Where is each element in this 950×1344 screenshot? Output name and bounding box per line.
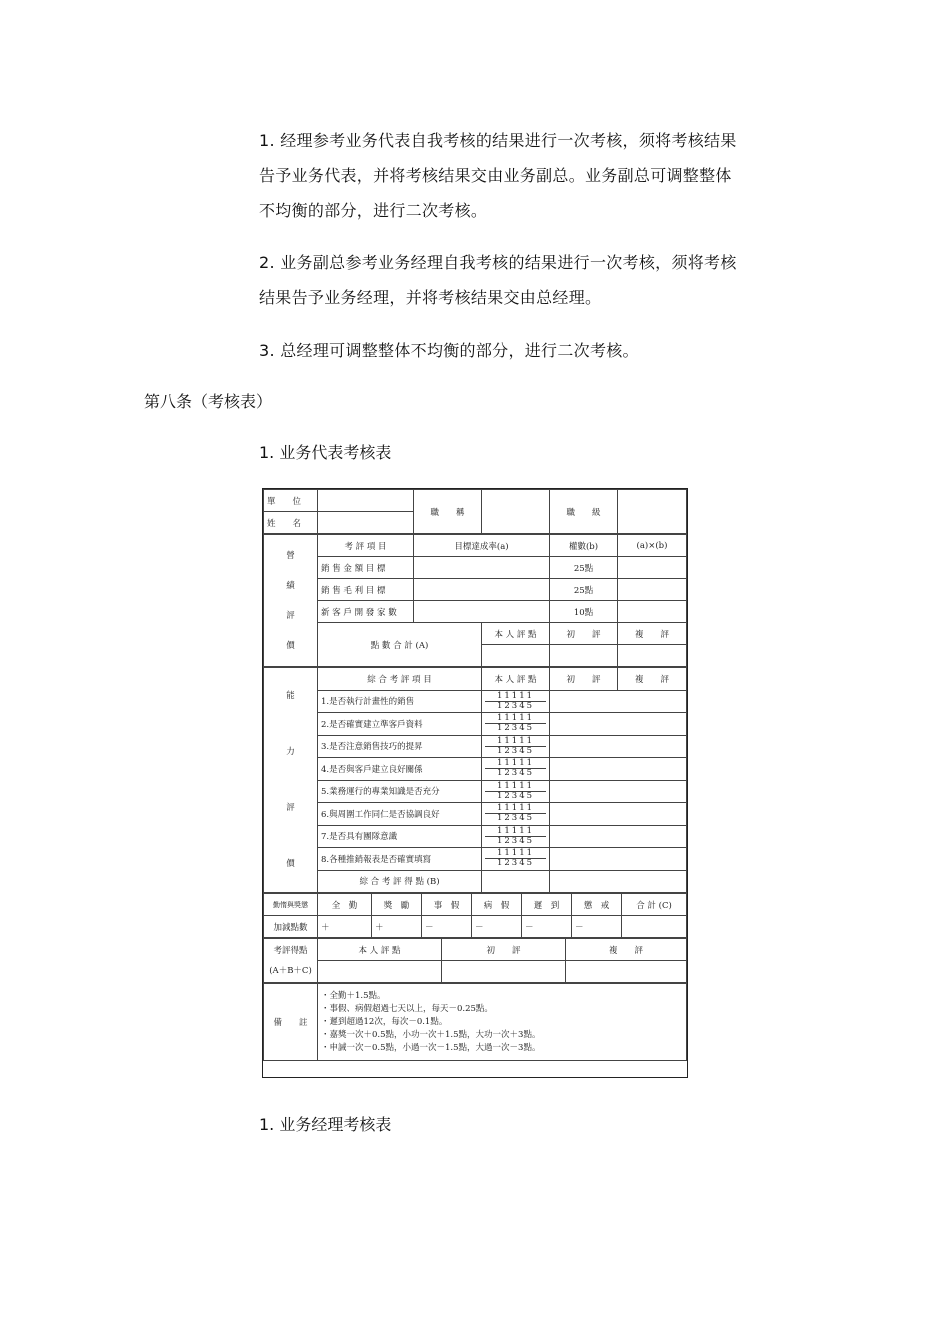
rating-scale <box>482 690 550 713</box>
rating-scale <box>482 825 550 848</box>
ability-header: 綜 合 考 評 項 目 <box>318 668 482 691</box>
first-review-label: 初 評 <box>550 623 618 645</box>
paragraph-line: 告予业务代表，并将考核结果交由业务副总。业务副总可调整整体 <box>259 166 732 185</box>
perf-product <box>618 601 687 623</box>
form-header-table <box>263 489 687 534</box>
final-self-score-value <box>318 961 442 983</box>
final-second-review-value <box>566 961 687 983</box>
performance-table <box>263 534 687 667</box>
scale-bottom: 12345 <box>496 858 535 869</box>
adjust-label: 加減點數 <box>264 916 318 938</box>
discipline: 懲 戒 <box>572 894 622 916</box>
scale-bottom: 12345 <box>496 723 535 734</box>
adjust-sign: － <box>422 916 472 938</box>
section-char: 評 <box>286 803 295 813</box>
review-cell <box>550 690 687 713</box>
scale-top: 11111 <box>485 737 546 747</box>
paragraph-line: 结果告予业务经理，并将考核结果交由总经理。 <box>259 288 602 307</box>
late: 遲 到 <box>522 894 572 916</box>
remark-line: ・申誡一次－0.5點，小過一次－1.5點，大過一次－3點。 <box>321 1042 541 1053</box>
perf-item: 新 客 戶 開 發 家 數 <box>318 601 414 623</box>
review-cell <box>550 780 687 803</box>
unit-label: 單 位 <box>264 490 318 512</box>
perf-header-weight: 權數(b) <box>550 535 618 557</box>
ability-item: 7.是否具有團隊意識 <box>318 825 482 848</box>
scale-bottom: 12345 <box>496 790 535 801</box>
scale-top: 11111 <box>485 714 546 724</box>
remark-line: ・全勤＋1.5點。 <box>321 990 386 1001</box>
perf-rate <box>414 557 550 579</box>
scale-bottom: 12345 <box>496 745 535 756</box>
ability-first-review-label: 初 評 <box>550 668 618 691</box>
ability-total-self <box>482 870 550 893</box>
section-char: 價 <box>286 640 295 651</box>
article-heading: 第八条（考核表） <box>144 392 273 411</box>
remarks-content <box>318 984 687 1061</box>
final-first-review-label: 初 評 <box>442 939 566 961</box>
full-attendance: 全 勤 <box>318 894 372 916</box>
section-char: 評 <box>286 610 295 621</box>
paragraph-3 <box>259 333 759 368</box>
remarks-label: 備 註 <box>264 984 318 1061</box>
rating-scale <box>482 803 550 826</box>
scale-bottom: 12345 <box>496 835 535 846</box>
review-cell <box>550 758 687 781</box>
paragraph-line: 1. 经理参考业务代表自我考核的结果进行一次考核，须将考核结果 <box>259 131 737 150</box>
section-char: 績 <box>286 580 295 591</box>
attendance-label: 勤惰與獎懲 <box>264 894 318 916</box>
ability-self-score-label: 本 人 評 點 <box>482 668 550 691</box>
review-cell <box>550 735 687 758</box>
personal-leave: 事 假 <box>422 894 472 916</box>
paragraph-2 <box>259 245 759 315</box>
perf-header-rate: 目標達成率(a) <box>414 535 550 557</box>
sales-rep-evaluation-form <box>262 488 688 1078</box>
paragraph-1 <box>259 123 759 228</box>
perf-rate <box>414 579 550 601</box>
scale-top: 11111 <box>485 827 546 837</box>
grade-label: 職 級 <box>550 490 618 534</box>
final-second-review-label: 複 評 <box>566 939 687 961</box>
title-value <box>482 490 550 534</box>
grade-value <box>618 490 687 534</box>
final-self-score-label: 本 人 評 點 <box>318 939 442 961</box>
final-score-label-line: 考評得點 <box>273 945 308 956</box>
scale-bottom: 12345 <box>496 768 535 779</box>
ability-second-review-label: 複 評 <box>618 668 687 691</box>
perf-weight: 25點 <box>550 557 618 579</box>
points-total-label: 點 數 合 計 (A) <box>318 623 482 667</box>
section-char: 價 <box>286 859 295 869</box>
title-label: 職 稱 <box>414 490 482 534</box>
name-value <box>318 512 414 534</box>
name-label: 姓 名 <box>264 512 318 534</box>
unit-value <box>318 490 414 512</box>
review-cell <box>550 848 687 871</box>
perf-item: 銷 售 毛 利 目 標 <box>318 579 414 601</box>
reward: 獎 勵 <box>372 894 422 916</box>
ability-item: 8.各種推銷報表是否確實填寫 <box>318 848 482 871</box>
rating-scale <box>482 735 550 758</box>
remark-line: ・嘉獎一次＋0.5點，小功一次＋1.5點，大功一次＋3點。 <box>321 1029 541 1040</box>
perf-product <box>618 579 687 601</box>
section-char: 力 <box>286 747 295 757</box>
scale-bottom: 12345 <box>496 700 535 711</box>
total-c-value <box>622 916 687 938</box>
ability-item: 3.是否注意銷售技巧的提昇 <box>318 735 482 758</box>
review-cell <box>550 825 687 848</box>
perf-weight: 25點 <box>550 579 618 601</box>
adjust-sign: － <box>572 916 622 938</box>
perf-header-product: (a)×(b) <box>618 535 687 557</box>
remark-line: ・遲到超過12次，每次－0.1點。 <box>321 1016 448 1027</box>
self-score-value <box>482 645 550 667</box>
self-score-label: 本 人 評 點 <box>482 623 550 645</box>
performance-section-label <box>264 535 318 667</box>
first-review-value <box>550 645 618 667</box>
sub-heading-manager-form: 1. 业务经理考核表 <box>259 1115 392 1134</box>
second-review-label: 複 評 <box>618 623 687 645</box>
scale-bottom: 12345 <box>496 813 535 824</box>
perf-weight: 10點 <box>550 601 618 623</box>
rating-scale <box>482 713 550 736</box>
sub-heading-sales-rep-form: 1. 业务代表考核表 <box>259 443 392 462</box>
perf-header-item: 考 評 項 目 <box>318 535 414 557</box>
ability-total-review <box>550 870 687 893</box>
ability-item: 6.與周圍工作同仁是否協調良好 <box>318 803 482 826</box>
scale-top: 11111 <box>485 804 546 814</box>
ability-total-label: 綜 合 考 評 得 點 (B) <box>318 870 482 893</box>
review-cell <box>550 713 687 736</box>
paragraph-line: 3. 总经理可调整整体不均衡的部分，进行二次考核。 <box>259 341 639 360</box>
rating-scale <box>482 848 550 871</box>
perf-rate <box>414 601 550 623</box>
ability-section-label <box>264 668 318 893</box>
ability-item: 1.是否執行計畫性的銷售 <box>318 690 482 713</box>
adjust-sign: ＋ <box>318 916 372 938</box>
adjust-sign: ＋ <box>372 916 422 938</box>
perf-item: 銷 售 金 額 目 標 <box>318 557 414 579</box>
paragraph-line: 不均衡的部分，进行二次考核。 <box>259 201 488 220</box>
scale-top: 11111 <box>485 692 546 702</box>
final-score-table <box>263 938 687 983</box>
review-cell <box>550 803 687 826</box>
final-first-review-value <box>442 961 566 983</box>
total-c: 合 計 (C) <box>622 894 687 916</box>
ability-item: 2.是否確實建立準客戶資料 <box>318 713 482 736</box>
remark-line: ・事假、病假超過七天以上，每天－0.25點。 <box>321 1003 493 1014</box>
sick-leave: 病 假 <box>472 894 522 916</box>
ability-item: 4.是否與客戶建立良好關係 <box>318 758 482 781</box>
scale-top: 11111 <box>485 782 546 792</box>
ability-table <box>263 667 687 893</box>
remarks-table <box>263 983 687 1061</box>
second-review-value <box>618 645 687 667</box>
scale-top: 11111 <box>485 759 546 769</box>
final-score-label <box>264 939 318 983</box>
section-char: 能 <box>286 691 295 701</box>
attendance-table <box>263 893 687 938</box>
section-char: 營 <box>286 550 295 561</box>
scale-top: 11111 <box>485 849 546 859</box>
rating-scale <box>482 758 550 781</box>
paragraph-line: 2. 业务副总参考业务经理自我考核的结果进行一次考核，须将考核 <box>259 253 737 272</box>
adjust-sign: － <box>522 916 572 938</box>
perf-product <box>618 557 687 579</box>
final-score-formula: (A＋B＋C) <box>269 965 312 976</box>
rating-scale <box>482 780 550 803</box>
ability-item: 5.業務運行的專業知識是否充分 <box>318 780 482 803</box>
adjust-sign: － <box>472 916 522 938</box>
